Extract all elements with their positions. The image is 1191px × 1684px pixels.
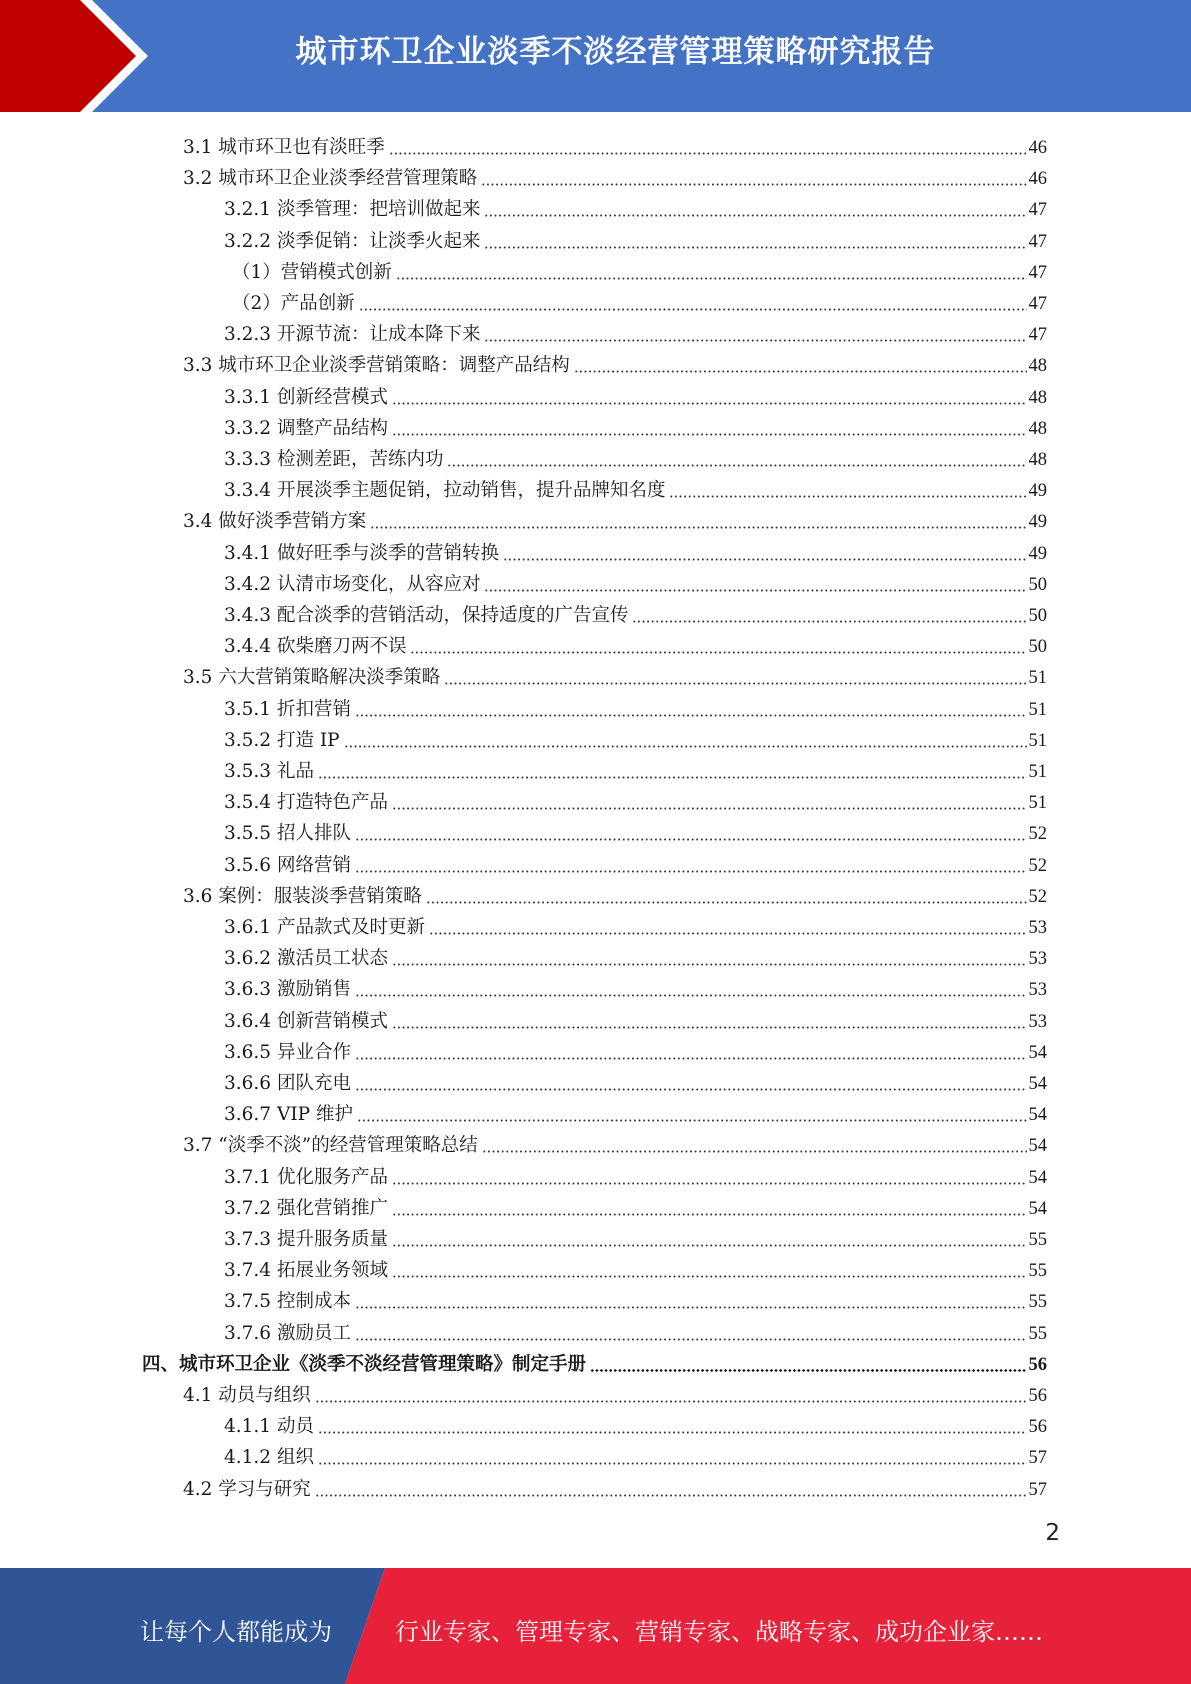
toc-entry[interactable] xyxy=(183,878,1047,909)
toc-entry-page: 47 xyxy=(1028,262,1047,283)
toc-entry-label: 3.7.3 提升服务质量 xyxy=(224,1229,388,1250)
toc-entry-page: 54 xyxy=(1028,1167,1047,1188)
toc-dot-leader xyxy=(318,1431,1027,1434)
page-number: 2 xyxy=(1045,1520,1060,1546)
toc-entry-page: 47 xyxy=(1028,200,1047,221)
toc-entry[interactable] xyxy=(224,691,1047,722)
toc-entry-page: 53 xyxy=(1028,949,1047,970)
toc-entry-page: 56 xyxy=(1028,1354,1047,1375)
toc-dot-leader xyxy=(355,994,1027,997)
toc-entry-label: 3.1 城市环卫也有淡旺季 xyxy=(183,137,385,158)
toc-dot-leader xyxy=(359,308,1027,311)
toc-entry-label: 3.6 案例：服装淡季营销策略 xyxy=(183,885,422,907)
toc-dot-leader xyxy=(484,339,1026,342)
toc-entry-page: 46 xyxy=(1028,169,1047,190)
toc-entry[interactable] xyxy=(224,1003,1047,1034)
toc-entry-label: 3.4.1 做好旺季与淡季的营销转换 xyxy=(224,542,499,564)
toc-entry[interactable] xyxy=(224,441,1047,472)
toc-entry-label: 3.4.4 砍柴磨刀两不误 xyxy=(224,636,407,658)
toc-entry-page: 55 xyxy=(1028,1261,1047,1282)
toc-entry-label: 3.4.2 认清市场变化，从容应对 xyxy=(224,573,481,595)
toc-entry-label: 3.7.5 控制成本 xyxy=(224,1291,351,1313)
toc-dot-leader xyxy=(392,1244,1027,1247)
toc-entry-label: 4.1.1 动员 xyxy=(224,1416,314,1438)
toc-entry-label: 3.6.4 创新营销模式 xyxy=(224,1010,388,1032)
toc-dot-leader xyxy=(355,870,1027,873)
toc-entry[interactable] xyxy=(224,316,1047,347)
toc-dot-leader xyxy=(318,776,1027,779)
page-header xyxy=(0,0,1191,112)
toc-entry-page: 48 xyxy=(1028,387,1047,408)
toc-dot-leader xyxy=(318,1462,1027,1465)
toc-entry-label: 3.2 城市环卫企业淡季经营管理策略 xyxy=(183,168,478,190)
toc-entry-label: 3.7.2 强化营销推广 xyxy=(224,1197,388,1219)
toc-entry-page: 55 xyxy=(1028,1292,1047,1313)
toc-entry[interactable] xyxy=(224,940,1047,971)
toc-entry[interactable] xyxy=(224,753,1047,784)
toc-dot-leader xyxy=(392,807,1027,810)
toc-dot-leader xyxy=(370,526,1026,529)
toc-dot-leader xyxy=(632,620,1026,623)
toc-entry[interactable] xyxy=(224,1159,1047,1190)
toc-entry-page: 51 xyxy=(1028,762,1047,782)
toc-entry-page: 54 xyxy=(1028,1198,1047,1219)
toc-entry-page: 49 xyxy=(1028,543,1047,564)
toc-dot-leader xyxy=(315,1400,1027,1403)
toc-entry[interactable] xyxy=(224,1190,1047,1221)
toc-dot-leader xyxy=(481,183,1026,186)
toc-entry-page: 53 xyxy=(1028,980,1047,1001)
toc-entry-page: 55 xyxy=(1028,1323,1047,1344)
toc-entry-label: 四、城市环卫企业《淡季不淡经营管理策略》制定手册 xyxy=(142,1353,587,1375)
toc-entry-label: 3.3 城市环卫企业淡季营销策略：调整产品结构 xyxy=(183,355,570,377)
toc-entry[interactable] xyxy=(183,503,1047,534)
toc-entry-label: 3.3.4 开展淡季主题促销，拉动销售，提升品牌知名度 xyxy=(224,480,666,502)
toc-entry-label: 3.4.3 配合淡季的营销活动，保持适度的广告宣传 xyxy=(224,605,629,626)
toc-entry-page: 57 xyxy=(1028,1448,1047,1469)
toc-dot-leader xyxy=(484,214,1026,217)
toc-entry-page: 47 xyxy=(1028,325,1047,346)
toc-entry-page: 57 xyxy=(1028,1479,1047,1500)
toc-entry[interactable] xyxy=(183,1127,1047,1158)
toc-dot-leader xyxy=(315,1494,1027,1497)
toc-entry-page: 52 xyxy=(1028,855,1047,876)
toc-dot-leader xyxy=(669,495,1026,498)
toc-entry-page: 52 xyxy=(1028,886,1047,907)
toc-entry-page: 51 xyxy=(1028,699,1047,720)
toc-entry-page: 56 xyxy=(1028,1386,1047,1406)
toc-entry-page: 54 xyxy=(1028,1105,1047,1126)
toc-entry-page: 54 xyxy=(1028,1074,1047,1094)
toc-entry[interactable] xyxy=(224,784,1047,815)
toc-entry-page: 50 xyxy=(1028,574,1047,595)
footer-tagline: 行业专家、管理专家、营销专家、战略专家、成功企业家…… xyxy=(395,1618,1043,1646)
toc-dot-leader xyxy=(444,682,1026,685)
toc-dot-leader xyxy=(392,433,1027,436)
toc-entry-page: 47 xyxy=(1028,294,1047,314)
toc-chapter-entry[interactable] xyxy=(142,1346,1047,1377)
toc-dot-leader xyxy=(484,246,1026,249)
toc-entry-page: 49 xyxy=(1028,512,1047,533)
toc-dot-leader xyxy=(355,1088,1027,1091)
toc-entry-label: 3.3.2 调整产品结构 xyxy=(224,417,388,439)
toc-dot-leader xyxy=(396,277,1027,280)
toc-entry[interactable] xyxy=(224,1096,1047,1127)
toc-entry[interactable] xyxy=(224,379,1047,410)
toc-entry[interactable] xyxy=(232,254,1047,285)
toc-entry[interactable] xyxy=(224,847,1047,878)
toc-entry-label: 3.5.1 折扣营销 xyxy=(224,698,351,720)
toc-entry-page: 54 xyxy=(1028,1042,1047,1063)
toc-entry-page: 46 xyxy=(1028,138,1047,158)
toc-entry-page: 48 xyxy=(1028,356,1047,377)
toc-dot-leader xyxy=(590,1369,1026,1372)
toc-entry[interactable] xyxy=(183,347,1047,378)
toc-entry-page: 53 xyxy=(1028,918,1047,938)
toc-entry[interactable] xyxy=(224,223,1047,254)
toc-dot-leader xyxy=(392,1026,1027,1029)
toc-dot-leader xyxy=(355,714,1027,717)
toc-entry-page: 48 xyxy=(1028,418,1047,439)
toc-entry-label: 3.6.3 激励销售 xyxy=(224,979,351,1001)
toc-entry-page: 48 xyxy=(1028,450,1047,470)
toc-entry-label: 4.1 动员与组织 xyxy=(183,1385,311,1406)
toc-entry[interactable] xyxy=(232,285,1047,316)
toc-dot-leader xyxy=(574,370,1027,373)
toc-entry-label: 3.3.3 检测差距，苦练内功 xyxy=(224,449,444,470)
toc-dot-leader xyxy=(410,651,1026,654)
toc-entry-label: 3.3.1 创新经营模式 xyxy=(224,386,388,408)
toc-entry[interactable] xyxy=(224,971,1047,1002)
toc-dot-leader xyxy=(392,963,1027,966)
toc-entry[interactable] xyxy=(224,815,1047,846)
toc-entry[interactable] xyxy=(224,909,1047,940)
toc-entry-label: 3.4 做好淡季营销方案 xyxy=(183,511,367,533)
toc-entry-label: 3.7.6 激励员工 xyxy=(224,1322,351,1344)
toc-dot-leader xyxy=(389,152,1027,155)
toc-dot-leader xyxy=(392,1182,1027,1185)
toc-entry-label: 4.2 学习与研究 xyxy=(183,1478,311,1500)
toc-entry-page: 53 xyxy=(1028,1011,1047,1032)
toc-entry[interactable] xyxy=(224,1408,1047,1439)
toc-entry-label: 3.5.2 打造 IP xyxy=(224,729,340,751)
toc-entry-label: 3.5.3 礼品 xyxy=(224,761,314,782)
toc-entry[interactable] xyxy=(224,1034,1047,1065)
toc-dot-leader xyxy=(447,464,1026,467)
toc-dot-leader xyxy=(357,1119,1027,1122)
toc-entry-label: （1）营销模式创新 xyxy=(232,261,392,283)
toc-entry-label: 3.2.2 淡季促销：让淡季火起来 xyxy=(224,230,481,252)
toc-entry-page: 55 xyxy=(1028,1230,1047,1250)
toc-dot-leader xyxy=(355,1306,1027,1309)
toc-entry-label: 3.6.5 异业合作 xyxy=(224,1041,351,1063)
toc-entry-label: 3.6.2 激活员工状态 xyxy=(224,948,388,970)
toc-entry[interactable] xyxy=(224,628,1047,659)
toc-entry-label: 4.1.2 组织 xyxy=(224,1447,314,1469)
toc-entry[interactable] xyxy=(183,1471,1047,1502)
toc-entry-page: 56 xyxy=(1028,1417,1047,1438)
toc-entry[interactable] xyxy=(183,1377,1047,1408)
toc-entry[interactable] xyxy=(224,410,1047,441)
toc-entry[interactable] xyxy=(183,129,1047,160)
toc-entry-label: 3.2.3 开源节流：让成本降下来 xyxy=(224,324,481,346)
toc-dot-leader xyxy=(392,1213,1027,1216)
toc-entry[interactable] xyxy=(183,659,1047,690)
toc-dot-leader xyxy=(344,745,1027,748)
toc-entry[interactable] xyxy=(224,472,1047,503)
toc-entry-label: 3.6.1 产品款式及时更新 xyxy=(224,917,425,938)
toc-dot-leader xyxy=(484,589,1026,592)
toc-entry-label: 3.5 六大营销策略解决淡季策略 xyxy=(183,667,441,689)
toc-entry[interactable] xyxy=(224,1283,1047,1314)
toc-entry-page: 49 xyxy=(1028,481,1047,502)
toc-entry-page: 54 xyxy=(1028,1136,1047,1157)
toc-entry[interactable] xyxy=(224,535,1047,566)
toc-entry-label: 3.5.5 招人排队 xyxy=(224,823,351,845)
toc-dot-leader xyxy=(429,932,1027,935)
toc-entry-page: 51 xyxy=(1028,793,1047,814)
toc-entry-page: 47 xyxy=(1028,231,1047,252)
toc-entry-label: 3.6.6 团队充电 xyxy=(224,1073,351,1094)
toc-entry[interactable] xyxy=(224,1221,1047,1252)
toc-entry[interactable] xyxy=(224,566,1047,597)
toc-dot-leader xyxy=(426,901,1027,904)
toc-dot-leader xyxy=(392,402,1027,405)
toc-entry-label: 3.7.4 拓展业务领域 xyxy=(224,1260,388,1282)
toc-dot-leader xyxy=(503,558,1027,561)
toc-entry-label: （2）产品创新 xyxy=(232,293,355,314)
toc-entry-label: 3.2.1 淡季管理：把培训做起来 xyxy=(224,199,481,221)
toc-entry-label: 3.5.4 打造特色产品 xyxy=(224,792,388,814)
toc-entry-label: 3.5.6 网络营销 xyxy=(224,854,351,876)
toc-dot-leader xyxy=(355,1057,1027,1060)
report-title: 城市环卫企业淡季不淡经营管理策略研究报告 xyxy=(295,34,936,70)
toc-entry-label: 3.6.7 VIP 维护 xyxy=(224,1104,353,1126)
page-footer xyxy=(0,1568,1191,1684)
toc-entry[interactable] xyxy=(224,1439,1047,1470)
toc-entry[interactable] xyxy=(224,1065,1047,1096)
toc-entry-page: 50 xyxy=(1028,637,1047,658)
toc-dot-leader xyxy=(392,1275,1027,1278)
toc-entry-page: 51 xyxy=(1028,668,1047,689)
toc-entry[interactable] xyxy=(224,597,1047,628)
toc-entry[interactable] xyxy=(224,1252,1047,1283)
toc-entry[interactable] xyxy=(183,160,1047,191)
toc-entry-page: 52 xyxy=(1028,824,1047,845)
footer-slogan: 让每个人都能成为 xyxy=(140,1618,332,1646)
toc-entry[interactable] xyxy=(224,1315,1047,1346)
toc-entry-label: 3.7 “淡季不淡”的经营管理策略总结 xyxy=(183,1135,478,1157)
toc-entry[interactable] xyxy=(224,722,1047,753)
toc-entry-page: 50 xyxy=(1028,606,1047,626)
toc-entry-page: 51 xyxy=(1028,730,1047,751)
toc-entry[interactable] xyxy=(224,191,1047,222)
toc-dot-leader xyxy=(355,1338,1027,1341)
toc-dot-leader xyxy=(482,1150,1027,1153)
toc-entry-label: 3.7.1 优化服务产品 xyxy=(224,1166,388,1188)
toc-dot-leader xyxy=(355,838,1027,841)
